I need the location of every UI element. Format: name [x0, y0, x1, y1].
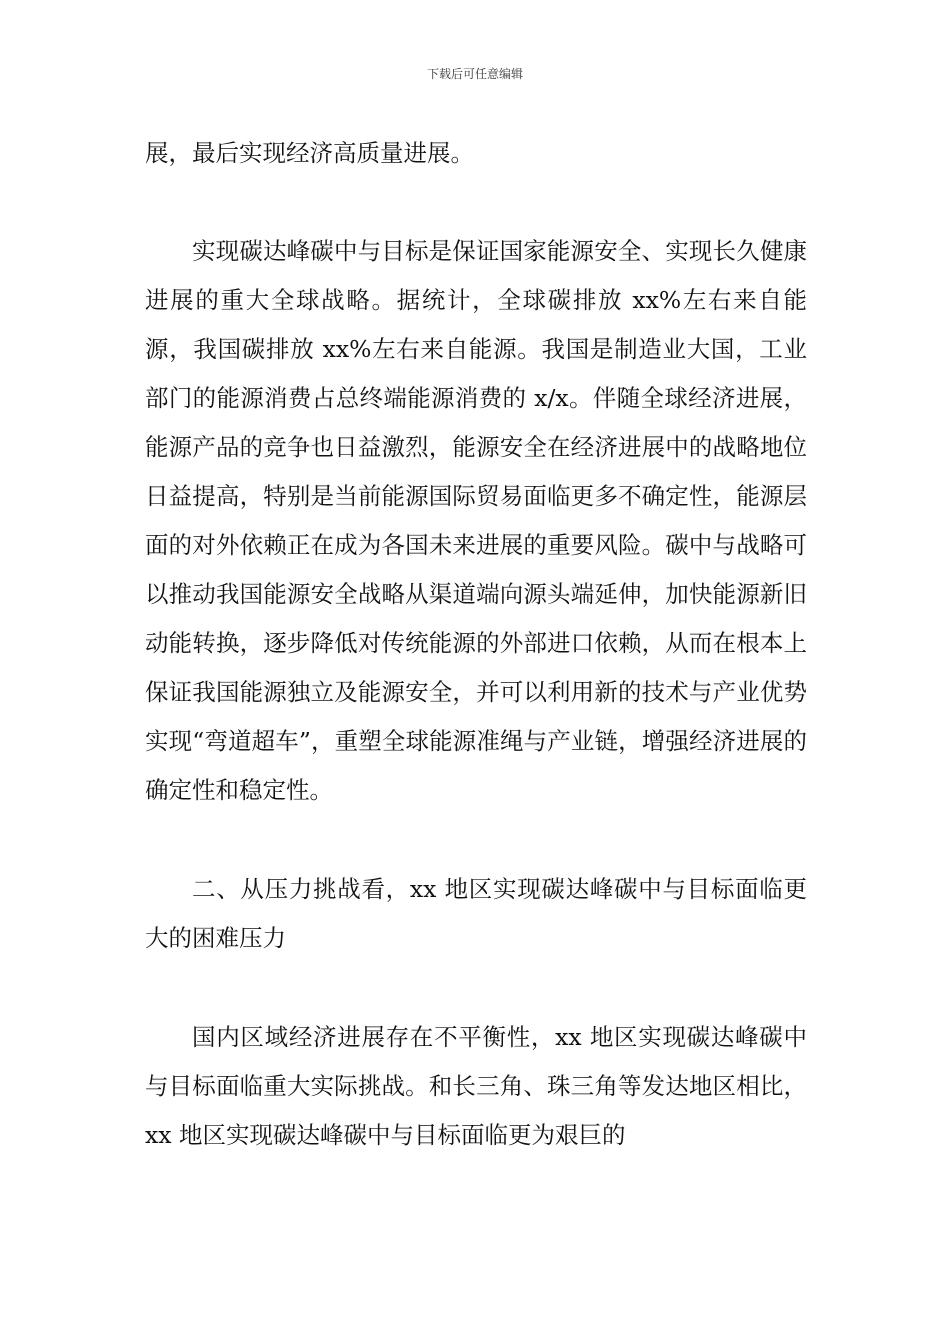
- paragraph-energy-security: 实现碳达峰碳中与目标是保证国家能源安全、实现长久健康进展的重大全球战略。据统计，全球碳排放 xx%左右来自能源，我国碳排放 xx%左右来自能源。我国是制造业大国，工业部门的能源消费占总终端能源消费的 x/x。伴随全球经济进展，能源产品的竞争也日益激烈，能源安全在经济进展中的战略地位日益提高，特别是当前能源国际贸易面临更多不确定性，能源层面的对外依赖正在成为各国未来进展的重要风险。碳中与战略可以推动我国能源安全战略从渠道端向源头端延伸，加快能源新旧动能转换，逐步降低对传统能源的外部进口依赖，从而在根本上保证我国能源独立及能源安全，并可以利用新的技术与产业优势实现“弯道超车”，重塑全球能源准绳与产业链，增强经济进展的确定性和稳定性。: [145, 237, 807, 804]
- section-heading: 二、从压力挑战看，xx 地区实现碳达峰碳中与目标面临更大的困难压力: [145, 875, 807, 952]
- paragraph-spacer: [145, 963, 807, 1013]
- paragraph-continuation: 展，最后实现经济高质量进展。: [145, 139, 474, 167]
- paragraph-spacer: [145, 178, 807, 227]
- paragraph-regional-challenge: 国内区域经济进展存在不平衡性，xx 地区实现碳达峰碳中与目标面临重大实际挑战。和长三角、珠三角等发达地区相比，xx 地区实现碳达峰碳中与目标面临更为艰巨的: [145, 1023, 807, 1149]
- document-body: [145, 129, 807, 1160]
- header-note: 下载后可任意编辑: [426, 67, 523, 81]
- paragraph-spacer: [145, 815, 807, 865]
